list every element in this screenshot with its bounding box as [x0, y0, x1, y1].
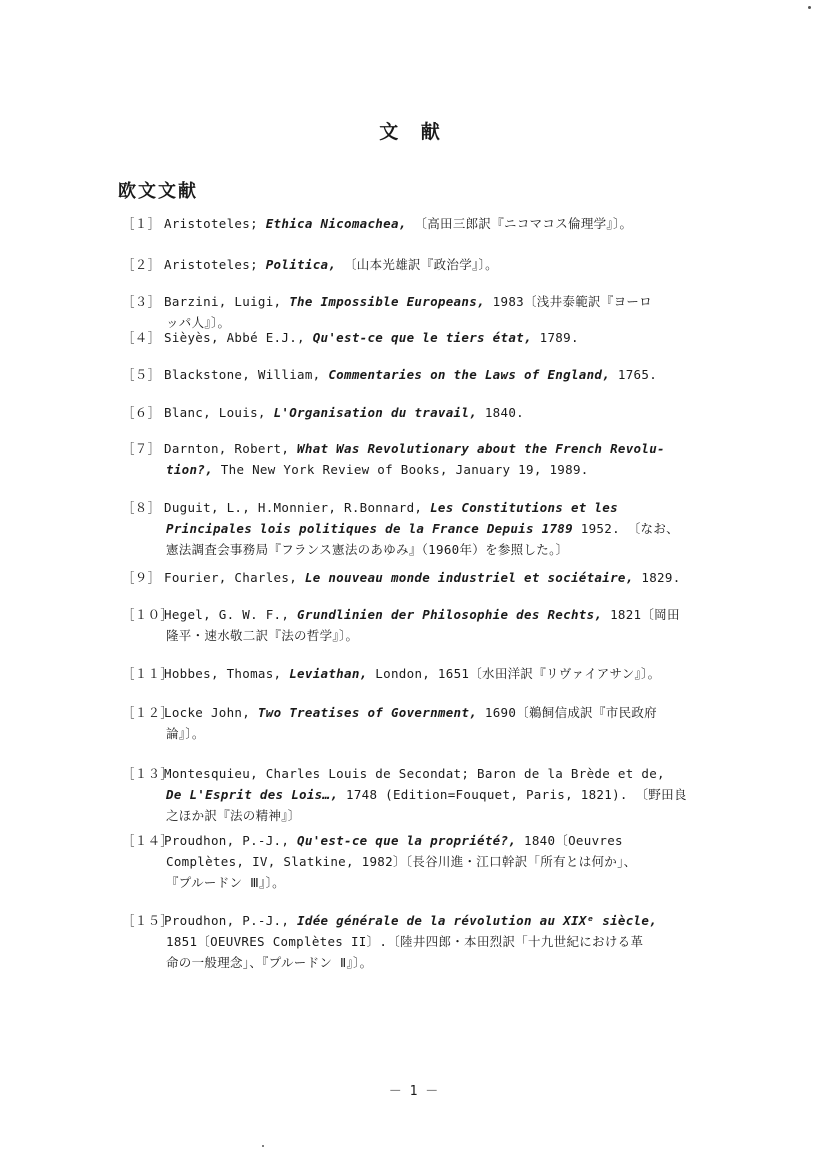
reference-line	[122, 913, 657, 928]
reference-details: 之ほか訳『法の精神』〕	[166, 808, 301, 823]
reference-author: Blackstone, William,	[164, 367, 329, 382]
reference-entry	[122, 254, 732, 275]
reference-entry	[122, 910, 732, 973]
reference-line	[122, 257, 498, 272]
reference-line	[122, 500, 618, 515]
reference-number: ［８］	[122, 500, 161, 515]
reference-title: What Was Revolutionary about the French Revolu-	[297, 441, 665, 456]
reference-number: ［１］	[122, 216, 161, 231]
reference-author: Duguit, L., H.Monnier, R.Bonnard,	[164, 500, 431, 515]
reference-details: ッパ人』〕。	[166, 315, 231, 330]
reference-author: Sièyès, Abbé E.J.,	[164, 330, 313, 345]
reference-line	[122, 459, 732, 480]
reference-entry	[122, 702, 732, 744]
reference-number: ［１５］	[122, 913, 174, 928]
reference-line	[122, 330, 579, 345]
reference-line	[122, 666, 660, 681]
reference-author: Darnton, Robert,	[164, 441, 298, 456]
reference-author: Barzini, Luigi,	[164, 294, 290, 309]
reference-details: 命の一般理念」、『プルードン Ⅱ』〕。	[166, 955, 373, 970]
reference-author: Montesquieu, Charles Louis de Secondat; Baron de la Brède et de,	[164, 766, 665, 781]
reference-line	[122, 625, 732, 646]
reference-details: 1748 (Edition=Fouquet, Paris, 1821). 〔野田良	[338, 787, 687, 802]
reference-details: Complètes, IV, Slatkine, 1982〕〔長谷川進・江口幹訳「所有とは何か」、	[166, 854, 637, 869]
reference-title: Les Constitutions et les	[430, 500, 618, 515]
reference-title: Grundlinien der Philosophie des Rechts,	[297, 607, 603, 622]
reference-details: 〔高田三郎訳『ニコマコス倫理学』〕。	[406, 216, 633, 231]
reference-author: Proudhon, P.-J.,	[164, 833, 298, 848]
reference-entry	[122, 438, 732, 480]
reference-number: ［１０］	[122, 607, 174, 622]
reference-line	[122, 833, 623, 848]
scan-speck	[262, 1145, 264, 1147]
reference-details: 『プルードン Ⅲ』〕。	[166, 875, 285, 890]
reference-title: Principales lois politiques de la France Depuis 1789	[166, 521, 573, 536]
reference-details: The New York Review of Books, January 19, 1989.	[212, 462, 589, 477]
section-heading: 欧文文献	[118, 181, 198, 202]
reference-line	[122, 405, 524, 420]
reference-line	[122, 570, 681, 585]
reference-details: 1840.	[477, 405, 524, 420]
reference-line	[122, 851, 732, 872]
reference-details: 1851〔OEUVRES Complètes II〕.〔陸井四郎・本田烈訳「十九世紀における革	[166, 934, 644, 949]
reference-author: Aristoteles;	[164, 257, 266, 272]
reference-line	[122, 216, 632, 231]
reference-author: Hegel, G. W. F.,	[164, 607, 298, 622]
reference-title: Ethica Nicomachea,	[265, 216, 407, 231]
reference-entry	[122, 830, 732, 893]
reference-details: 憲法調査会事務局『フランス憲法のあゆみ』（1960年）を参照した。〕	[166, 542, 569, 557]
reference-line	[122, 784, 732, 805]
reference-title: L'Organisation du travail,	[273, 405, 478, 420]
reference-number: ［７］	[122, 441, 161, 456]
reference-details: 1829.	[633, 570, 681, 585]
reference-author: Proudhon, P.-J.,	[164, 913, 298, 928]
reference-line	[122, 518, 732, 539]
reference-entry	[122, 497, 732, 560]
reference-details: 1789.	[531, 330, 579, 345]
reference-title: Leviathan,	[289, 666, 368, 681]
reference-details: 1952. 〔なお、	[572, 521, 679, 536]
reference-line	[122, 367, 657, 382]
reference-number: ［５］	[122, 367, 161, 382]
reference-title: Politica,	[265, 257, 337, 272]
reference-details: 1840〔Oeuvres	[516, 833, 623, 848]
reference-title: Qu'est-ce que le tiers état,	[312, 330, 532, 345]
reference-number: ［６］	[122, 405, 161, 420]
reference-number: ［９］	[122, 570, 161, 585]
reference-entry	[122, 663, 732, 684]
reference-number: ［３］	[122, 294, 161, 309]
reference-author: Blanc, Louis,	[164, 405, 274, 420]
reference-entry	[122, 327, 732, 348]
reference-details: 論』〕。	[166, 726, 205, 741]
reference-line	[122, 705, 657, 720]
reference-details: 1765.	[610, 367, 658, 382]
reference-entry	[122, 604, 732, 646]
reference-title: The Impossible Europeans,	[289, 294, 485, 309]
reference-author: Locke John,	[164, 705, 258, 720]
reference-number: ［１３］	[122, 766, 174, 781]
reference-title: tion?,	[166, 462, 213, 477]
page-number: － 1 －	[388, 1084, 439, 1099]
reference-line	[122, 294, 652, 309]
reference-title: Le nouveau monde industriel et sociétaire,	[304, 570, 634, 585]
reference-title: Idée générale de la révolution au XIXᵉ siècle,	[297, 913, 658, 928]
reference-title: Commentaries on the Laws of England,	[328, 367, 611, 382]
reference-author: Aristoteles;	[164, 216, 266, 231]
reference-details: 1690〔鵜飼信成訳『市民政府	[477, 705, 657, 720]
page-title: 文 献	[379, 121, 448, 143]
reference-number: ［１２］	[122, 705, 174, 720]
scan-speck	[808, 6, 811, 9]
reference-line	[122, 441, 665, 456]
reference-number: ［１１］	[122, 666, 174, 681]
reference-title: Qu'est-ce que la propriété?,	[297, 833, 517, 848]
reference-title: De L'Esprit des Lois…,	[166, 787, 339, 802]
reference-line	[122, 931, 732, 952]
reference-number: ［２］	[122, 257, 161, 272]
reference-entry	[122, 364, 732, 385]
reference-line	[122, 766, 665, 781]
reference-details: 1983〔浅井泰範訳『ヨーロ	[484, 294, 652, 309]
reference-title: Two Treatises of Government,	[257, 705, 478, 720]
reference-entry	[122, 213, 732, 234]
reference-line	[122, 723, 732, 744]
reference-number: ［４］	[122, 330, 161, 345]
reference-details: 隆平・速水敬二訳『法の哲学』〕。	[166, 628, 359, 643]
reference-author: Hobbes, Thomas,	[164, 666, 290, 681]
reference-entry	[122, 763, 732, 826]
reference-details: 1821〔岡田	[602, 607, 680, 622]
reference-author: Fourier, Charles,	[164, 570, 305, 585]
reference-details: London, 1651〔水田洋訳『リヴァイアサン』〕。	[367, 666, 661, 681]
reference-entry	[122, 402, 732, 423]
reference-details: 〔山本光雄訳『政治学』〕。	[336, 257, 498, 272]
reference-number: ［１４］	[122, 833, 174, 848]
reference-line	[122, 607, 680, 622]
reference-entry	[122, 567, 732, 588]
